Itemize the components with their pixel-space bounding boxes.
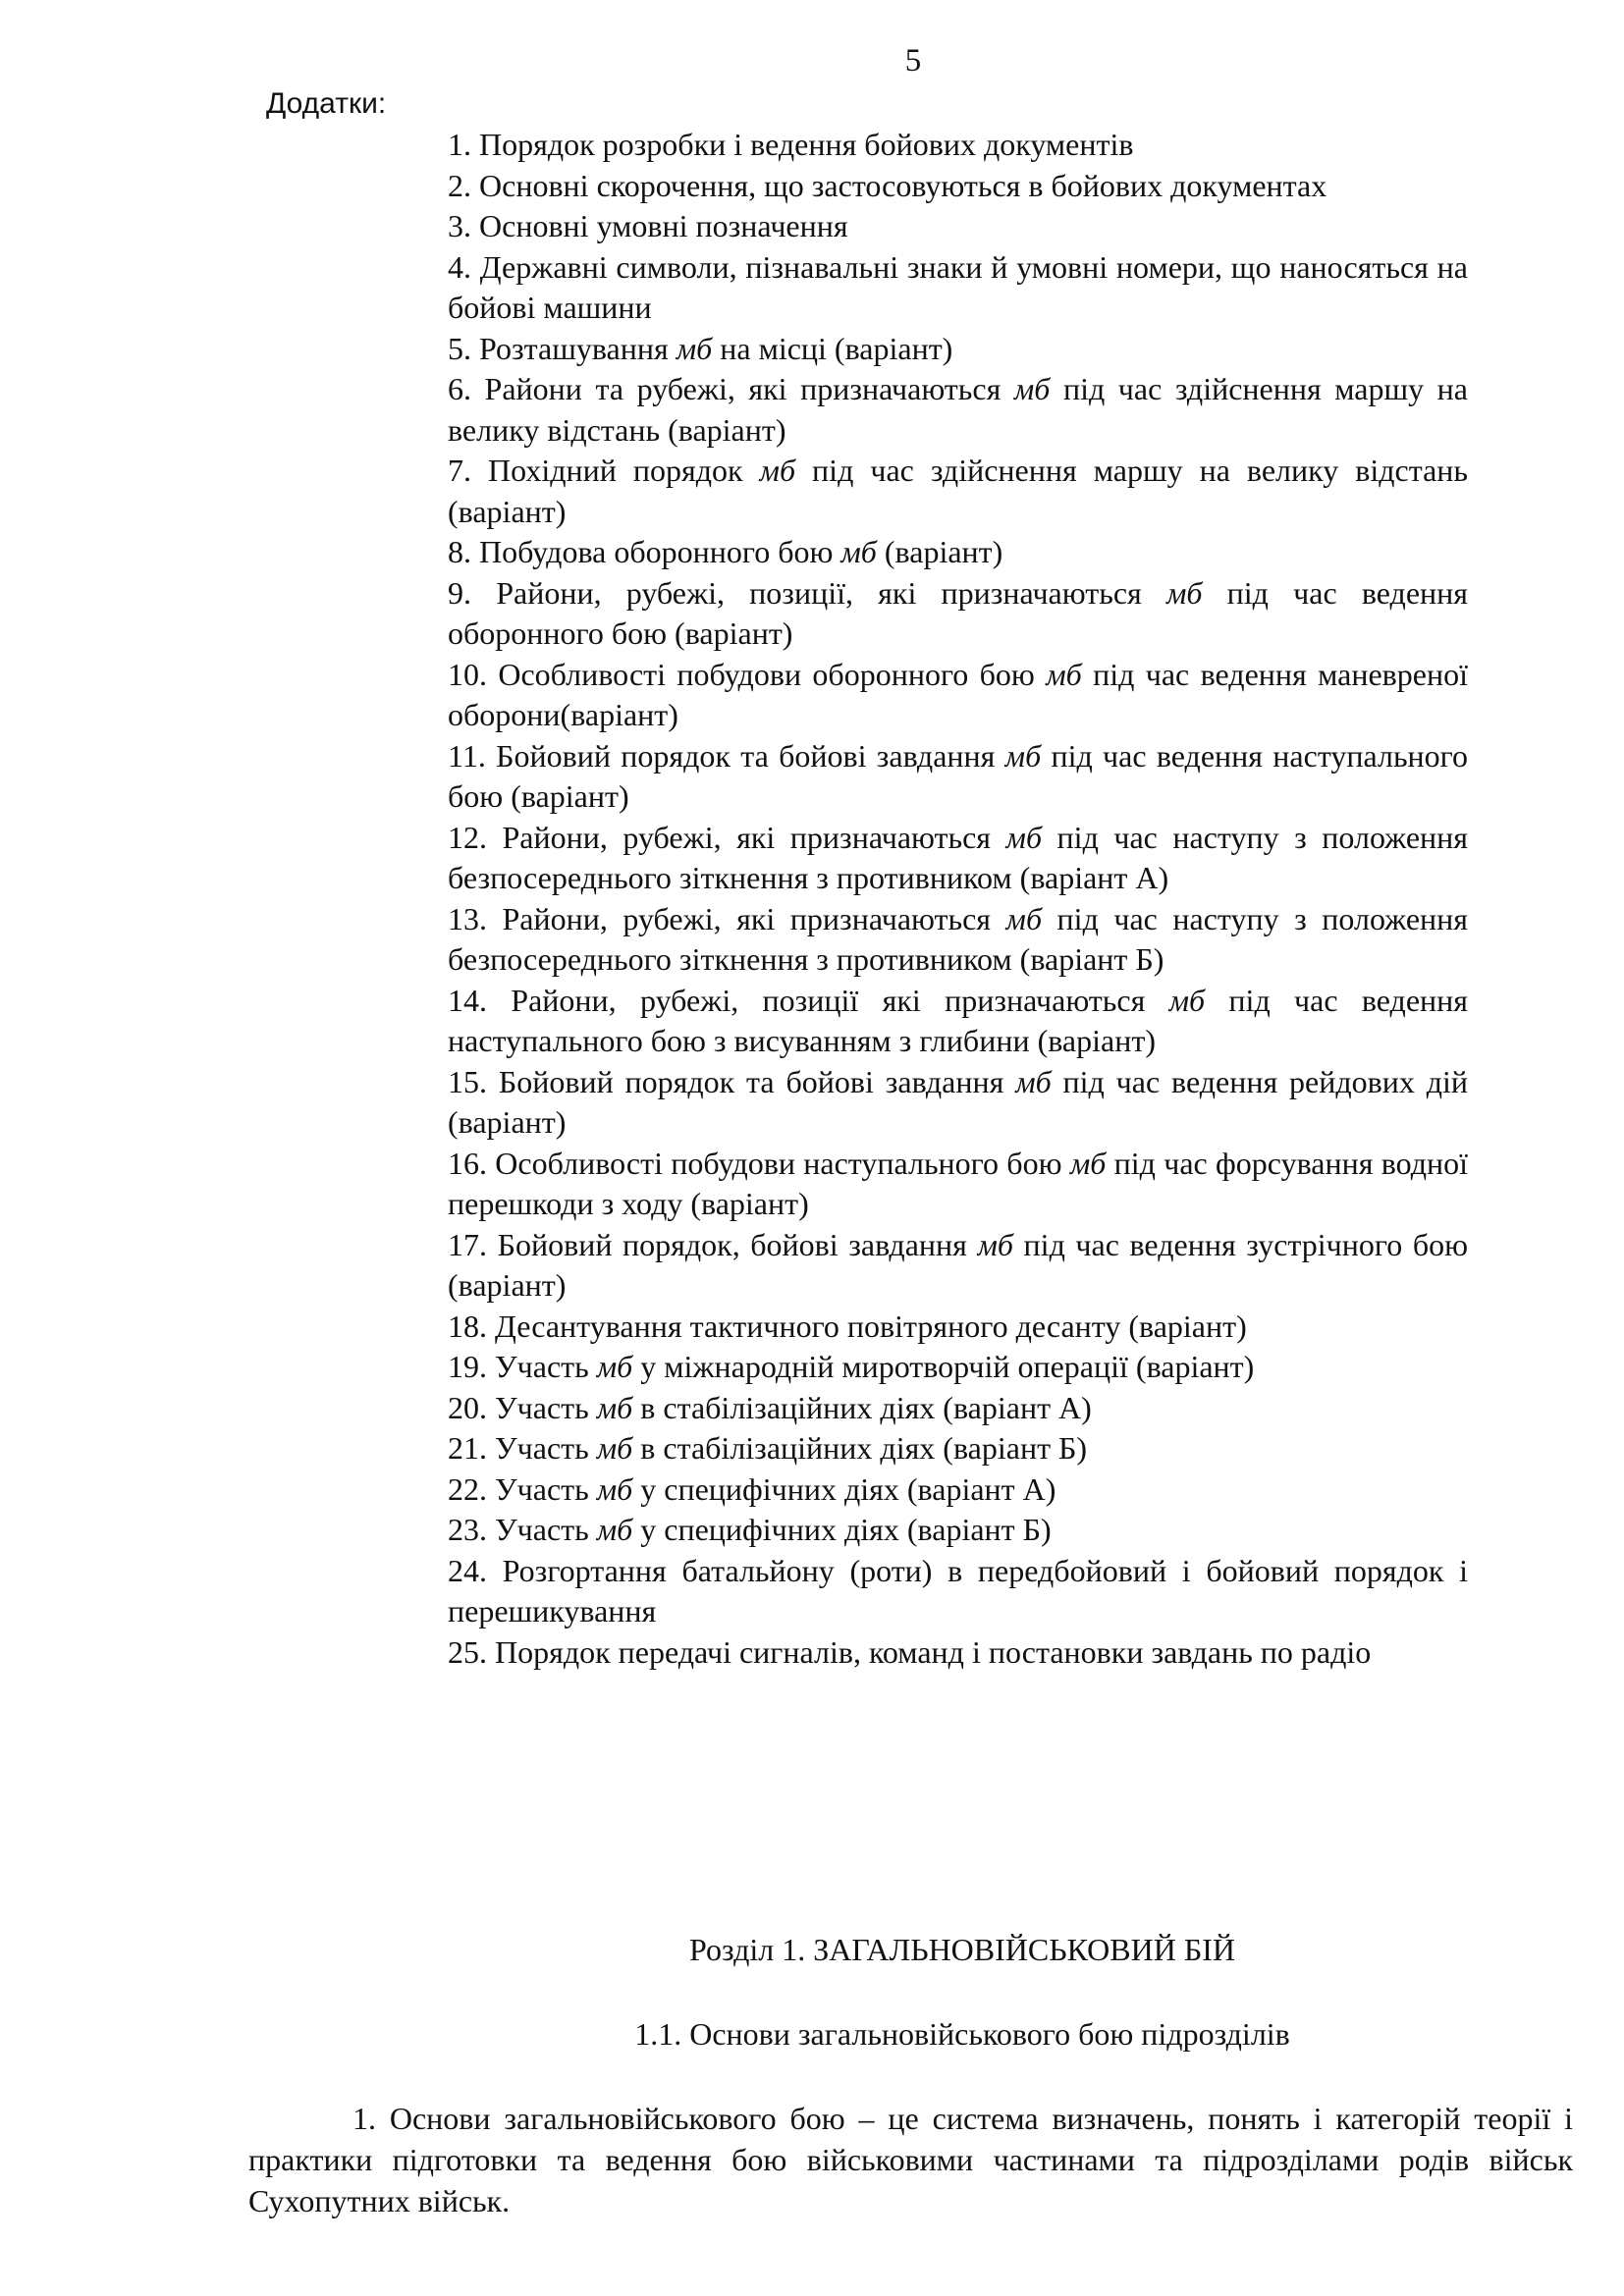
appendix-item — [448, 655, 1468, 736]
appendix-item — [448, 247, 1468, 329]
appendix-item — [448, 736, 1468, 818]
unit-abbreviation: мб — [1015, 1063, 1052, 1099]
unit-abbreviation: мб — [1013, 371, 1051, 406]
unit-abbreviation: мб — [1004, 737, 1042, 774]
appendix-item-text: 25. Порядок передачі сигналів, команд і постановки завдань по радіо — [448, 1633, 1372, 1670]
appendix-item-text: 10. Особливості побудови оборонного бою — [448, 656, 1047, 692]
appendix-item-text: під час форсування водної перешкоди з ходу (варіант) — [448, 1145, 1469, 1221]
appendix-item-text: під час ведення наступального бою (варіант) — [448, 737, 1469, 814]
unit-abbreviation: мб — [1069, 1145, 1107, 1181]
appendix-item-text: під час наступу з положення безпосереднього зіткнення з противником (варіант Б) — [448, 900, 1468, 977]
appendix-item-text: (варіант) — [876, 534, 1003, 569]
appendix-item — [448, 329, 1468, 370]
appendix-item — [448, 1551, 1468, 1632]
appendix-item-text: під час ведення наступального бою з висуванням з глибини (варіант) — [448, 982, 1469, 1058]
appendix-item-text: 11. Бойовий порядок та бойові завдання — [448, 737, 1005, 774]
appendix-item — [448, 1428, 1468, 1469]
appendix-item-text: 19. Участь — [448, 1349, 597, 1384]
unit-abbreviation: мб — [759, 453, 796, 488]
appendix-item — [448, 125, 1468, 166]
appendix-item — [448, 369, 1468, 451]
appendix-item-text: 16. Особливості побудови наступального бою — [448, 1145, 1070, 1181]
appendix-heading: Додатки: — [266, 87, 387, 120]
appendix-item-text: під час здійснення маршу на велику відстань (варіант) — [448, 371, 1469, 448]
appendix-item — [448, 981, 1468, 1062]
unit-abbreviation: мб — [676, 330, 713, 366]
appendix-item-text: 23. Участь — [448, 1512, 597, 1547]
appendix-item-text: під час ведення рейдових дій (варіант) — [448, 1063, 1469, 1140]
subsection-title: 1.1. Основи загальновійськового бою підрозділів — [634, 2016, 1290, 2052]
unit-abbreviation: мб — [1005, 900, 1043, 936]
appendix-item-text: 15. Бойовий порядок та бойові завдання — [448, 1063, 1016, 1099]
unit-abbreviation: мб — [596, 1512, 633, 1547]
appendix-item-text: 5. Розташування — [448, 330, 677, 366]
appendix-item-text: 14. Райони, рубежі, позиції які призначаються — [448, 982, 1169, 1018]
appendix-item-text: 9. Райони, рубежі, позиції, які призначаються — [448, 574, 1166, 611]
appendix-item — [448, 1510, 1468, 1551]
appendix-item — [448, 1632, 1468, 1674]
unit-abbreviation: мб — [1005, 819, 1043, 855]
unit-abbreviation: мб — [840, 534, 877, 569]
unit-abbreviation: мб — [1165, 574, 1203, 611]
appendix-item-text: під час ведення зустрічного бою (варіант) — [448, 1226, 1469, 1303]
appendix-item-text: 8. Побудова оборонного бою — [448, 534, 841, 569]
appendix-item-text: 22. Участь — [448, 1470, 597, 1507]
appendix-item — [448, 451, 1468, 532]
appendix-item — [448, 532, 1468, 573]
appendix-item — [448, 1307, 1468, 1348]
appendix-item — [448, 1347, 1468, 1388]
appendix-item — [448, 818, 1468, 899]
appendix-item-text: 7. Похідний порядок — [448, 453, 760, 488]
appendix-item-text: під час здійснення маршу на велику відстань (варіант) — [448, 453, 1468, 529]
appendix-item-text: 13. Райони, рубежі, які призначаються — [448, 900, 1006, 936]
appendix-item-text: 18. Десантування тактичного повітряного десанту (варіант) — [448, 1308, 1247, 1344]
appendix-item-text: в стабілізаційних діях (варіант А) — [632, 1389, 1092, 1425]
appendix-item-text: 2. Основні скорочення, що застосовуються в бойових документах — [448, 167, 1327, 203]
appendix-item — [448, 573, 1468, 655]
appendix-item-text: 24. Розгортання батальйону (роти) в передбойовий і бойовий порядок і перешикування — [448, 1552, 1468, 1629]
appendix-item — [448, 206, 1468, 247]
unit-abbreviation: мб — [1046, 656, 1082, 692]
appendix-item-text: у специфічних діях (варіант А) — [632, 1470, 1056, 1507]
appendix-item — [448, 1469, 1468, 1511]
appendix-item-text: у міжнародній миротворчій операції (варіант) — [632, 1349, 1255, 1384]
appendix-item-text: 1. Порядок розробки і ведення бойових документів — [448, 127, 1134, 162]
unit-abbreviation: мб — [596, 1470, 633, 1507]
body-paragraph: 1. Основи загальновійськового бою – це система визначень, понять і категорій теорії і практики підготовки та ведення бою військовими частинами та підрозділами родів військ Сухопутних військ. — [248, 2101, 1573, 2218]
appendix-item-text: у специфічних діях (варіант Б) — [632, 1512, 1052, 1547]
appendix-item — [448, 899, 1468, 981]
appendix-item — [448, 1062, 1468, 1144]
appendix-item — [448, 1144, 1468, 1225]
section-title: Розділ 1. ЗАГАЛЬНОВІЙСЬКОВИЙ БІЙ — [689, 1932, 1235, 1967]
appendix-item-text: 3. Основні умовні позначення — [448, 208, 848, 243]
appendix-item-text: під час наступу з положення безпосереднього зіткнення з противником (варіант А) — [448, 819, 1468, 895]
appendix-item-text: під час ведення маневреної оборони(варіант) — [448, 656, 1469, 732]
appendix-item-text: 21. Участь — [448, 1430, 597, 1466]
appendix-item-text: під час ведення оборонного бою (варіант) — [448, 574, 1469, 651]
appendix-item-text: на місці (варіант) — [712, 330, 953, 366]
appendix-item-text: в стабілізаційних діях (варіант Б) — [632, 1430, 1088, 1466]
appendix-item-text: 4. Державні символи, пізнавальні знаки й умовні номери, що наносяться на бойові машини — [448, 248, 1468, 325]
unit-abbreviation: мб — [596, 1389, 633, 1425]
appendix-list — [448, 125, 1468, 1673]
unit-abbreviation: мб — [596, 1430, 633, 1466]
appendix-item-text: 20. Участь — [448, 1389, 597, 1425]
appendix-item — [448, 166, 1468, 207]
page-number: 5 — [904, 43, 922, 79]
unit-abbreviation: мб — [1168, 982, 1206, 1018]
appendix-item-text: 12. Райони, рубежі, які призначаються — [448, 819, 1006, 855]
appendix-item — [448, 1388, 1468, 1429]
appendix-item — [448, 1225, 1468, 1307]
unit-abbreviation: мб — [596, 1349, 633, 1384]
appendix-item-text: 17. Бойовий порядок, бойові завдання — [448, 1226, 978, 1262]
unit-abbreviation: мб — [977, 1226, 1013, 1262]
appendix-item-text: 6. Райони та рубежі, які призначаються — [448, 371, 1014, 406]
